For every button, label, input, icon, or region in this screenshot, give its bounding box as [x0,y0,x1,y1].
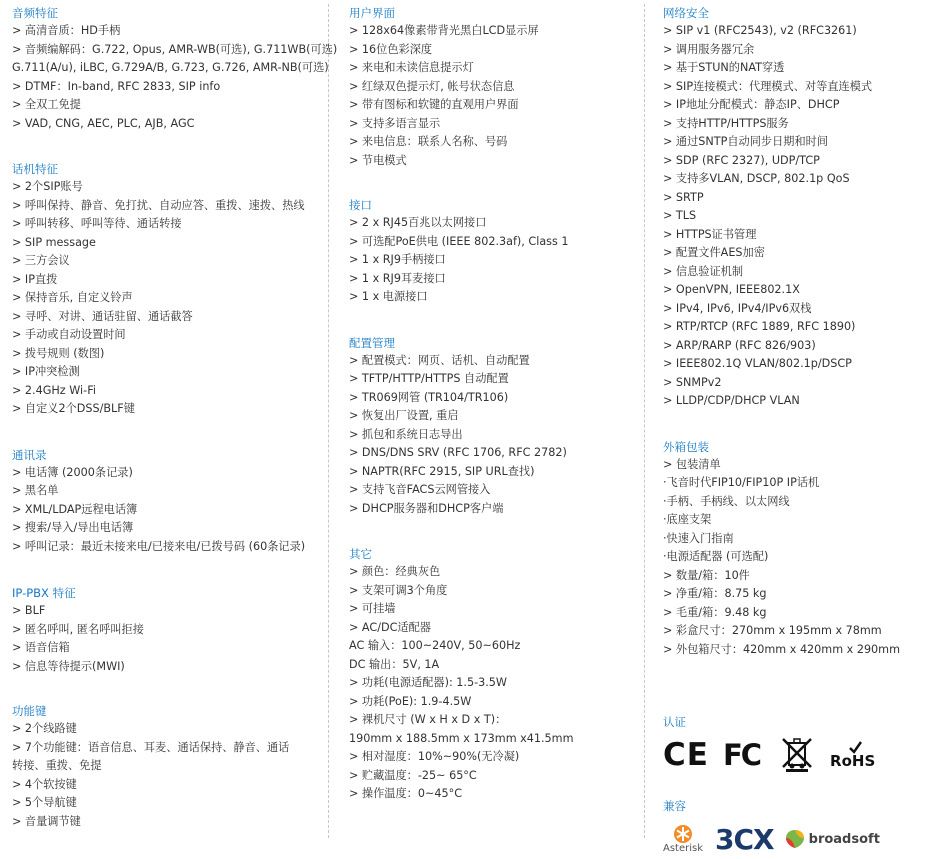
section-title: 外箱包装 [663,439,709,454]
spec-line: > TFTP/HTTP/HTTPS 自动配置 [349,372,509,385]
spec-line: > 支持多VLAN, DSCP, 802.1p QoS [663,172,850,185]
spec-column-2 [349,4,629,804]
broadsoft-logo: broadsoft [784,828,880,850]
spec-line: > XML/LDAP远程电话簿 [12,502,138,516]
spec-line: > AC/DC适配器 [349,620,431,634]
spec-line: > 手动或自动设置时间 [12,328,126,341]
cert-title: 认证 [663,715,686,729]
spec-line: > 配置文件AES加密 [663,246,765,259]
spec-line: > 贮藏温度：-25~ 65°C [349,768,477,782]
spec-line: > 可选配PoE供电 (IEEE 802.3af), Class 1 [349,234,569,248]
spec-line: > OpenVPN, IEEE802.1X [663,283,800,296]
3cx-logo: 3CX [715,822,774,856]
spec-line: > 匿名呼叫, 匿名呼叫拒接 [12,622,144,636]
section-title: 功能键 [12,704,47,718]
spec-line: > NAPTR(RFC 2915, SIP URL查找) [349,464,535,478]
spec-line: > 包装清单 [663,457,721,471]
spec-line: > IEEE802.1Q VLAN/802.1p/DSCP [663,357,852,370]
spec-line: > DHCP服务器和DHCP客户端 [349,501,504,515]
broadsoft-icon [784,828,806,850]
spec-line: > SIP v1 (RFC2543), v2 (RFC3261) [663,24,857,37]
spec-line: > 恢复出厂设置, 重启 [349,409,459,422]
spec-line: > IP直拨 [12,272,58,286]
spec-line: > TR069网管 (TR104/TR106) [349,390,509,404]
spec-line: > 颜色：经典灰色 [349,565,441,578]
spec-line: > BLF [12,604,46,617]
spec-line: > 2.4GHz Wi-Fi [12,383,96,397]
spec-line: > 音频编解码：G.722, Opus, AMR-WB(可选), G.711WB(可选) [12,42,338,56]
spec-line: > IPv4, IPv6, IPv4/IPv6双栈 [663,301,812,315]
spec-line: > 自定义2个DSS/BLF键 [12,402,135,415]
spec-line: > VAD, CNG, AEC, PLC, AJB, AGC [12,116,195,130]
spec-line: > 全双工免提 [12,98,81,111]
spec-line: > 16位色彩深度 [349,42,433,56]
spec-line: ·快速入门指南 [663,531,734,545]
spec-line: > HTTPS证书管理 [663,227,757,241]
spec-line: > 2 x RJ45百兆以太网接口 [349,216,487,229]
spec-line: > 调用服务器冗余 [663,42,755,56]
spec-line: AC 输入：100~240V, 50~60Hz [349,639,521,652]
spec-line: > 1 x RJ9手柄接口 [349,253,446,266]
spec-line: > 2个线路键 [12,722,77,735]
spec-line: > 5个导航键 [12,796,77,809]
spec-line: > 操作温度：0~45°C [349,787,463,800]
section-title: 配置管理 [349,335,395,350]
section-title: IP-PBX 特征 [12,586,76,600]
spec-line: > SIP message [12,235,96,249]
spec-line: > 功耗(PoE): 1.9-4.5W [349,694,472,708]
spec-line: > 三方会议 [12,254,70,267]
spec-line: G.711(A/u), iLBC, G.729A/B, G.723, G.726, AMR-NB(可选) [12,61,329,74]
spec-line: > LLDP/CDP/DHCP VLAN [663,394,800,407]
section-title: 音频特征 [12,6,58,20]
spec-line: > 搜索/导入/导出电话簿 [12,521,134,534]
spec-line: > 支持HTTP/HTTPS服务 [663,116,789,130]
spec-column-1 [12,4,338,831]
spec-line: > 高清音质：HD手柄 [12,24,121,37]
fcc-logo: FC [722,738,761,772]
spec-line: > 配置模式：网页、话机、自动配置 [349,353,530,367]
spec-line: > SIP连接模式：代理模式、对等直连模式 [663,79,873,93]
spec-line: > ARP/RARP (RFC 826/903) [663,338,816,352]
spec-line: > 呼叫记录：最近未接来电/已接来电/已拨号码 (60条记录) [12,539,306,553]
spec-line: > 黑名单 [12,484,59,497]
spec-line: > 信息等待提示(MWI) [12,659,125,673]
section-title: 话机特征 [12,162,58,176]
ce-logo: CE [663,737,709,773]
spec-line: > 彩盒尺寸：270mm x 195mm x 78mm [663,624,882,637]
spec-line: > 相对湿度：10%~90%(无冷凝) [349,750,520,763]
spec-line: > RTP/RTCP (RFC 1889, RFC 1890) [663,320,856,333]
spec-line: > SDP (RFC 2327), UDP/TCP [663,153,820,167]
spec-line: > 1 x RJ9耳麦接口 [349,271,446,285]
cert-logos [663,735,923,775]
spec-line: ·底座支架 [663,513,712,526]
spec-line: > 电话簿 (2000条记录) [12,465,133,479]
spec-line: > 语音信箱 [12,641,70,654]
spec-line: > 毛重/箱：9.48 kg [663,605,767,619]
spec-line: DC 输出：5V, 1A [349,657,440,671]
section-title: 接口 [349,198,372,212]
spec-line: ·飞音时代FIP10/FIP10P IP话机 [663,476,820,489]
spec-line: > 可挂墙 [349,602,396,615]
spec-line: > 来电和未读信息提示灯 [349,61,474,74]
spec-line: > 128x64像素带背光黑白LCD显示屏 [349,24,539,37]
spec-line: > 信息验证机制 [663,264,744,278]
column-divider-1 [328,4,329,838]
asterisk-logo: Asterisk [663,824,703,854]
spec-line: > 外包箱尺寸：420mm x 420mm x 290mm [663,642,900,656]
spec-line: > 支持多语言显示 [349,116,441,130]
spec-line: 转接、重拨、免提 [12,759,102,772]
spec-line: 190mm x 188.5mm x 173mm x41.5mm [349,731,574,745]
spec-line: ·手柄、手柄线、以太网线 [663,494,790,508]
spec-line: > 节电模式 [349,153,407,167]
spec-line: > 1 x 电源接口 [349,290,428,303]
section-title: 用户界面 [349,6,395,20]
spec-line: > IP地址分配模式：静态IP、DHCP [663,98,840,111]
spec-line: > 红绿双色提示灯, 帐号状态信息 [349,79,515,93]
spec-line: > 净重/箱：8.75 kg [663,587,767,600]
section-title: 通讯录 [12,447,47,462]
spec-line: > 保持音乐, 自定义铃声 [12,291,133,304]
spec-column-3 [663,4,923,859]
spec-line: > 裸机尺寸 (W x H x D x T)： [349,713,507,726]
compat-logos [663,819,923,859]
spec-line: > DTMF：In-band, RFC 2833, SIP info [12,79,221,93]
spec-line: > 来电信息：联系人名称、号码 [349,135,508,148]
spec-line: > 2个SIP账号 [12,180,83,193]
asterisk-icon [673,824,693,844]
spec-line: > TLS [663,209,697,222]
spec-line: > 功耗(电源适配器): 1.5-3.5W [349,676,507,689]
compat-title: 兼容 [663,799,686,813]
spec-line: > 数量/箱：10件 [663,568,750,582]
spec-line: > DNS/DNS SRV (RFC 1706, RFC 2782) [349,446,567,459]
column-divider-2 [644,4,645,838]
spec-line: > SNMPv2 [663,375,722,389]
spec-line: > 寻呼、对讲、通话驻留、通话截答 [12,309,193,323]
spec-line: > 拨号规则 (数图) [12,346,105,360]
spec-line: > 音量调节键 [12,814,81,828]
section-title: 网络安全 [663,6,709,20]
spec-line: > 支架可调3个角度 [349,583,448,597]
section-title: 其它 [349,547,372,561]
spec-line: > 7个功能键：语音信息、耳麦、通话保持、静音、通话 [12,740,290,754]
spec-line: > 4个软按键 [12,777,77,791]
spec-line: > 基于STUN的NAT穿透 [663,61,785,74]
spec-line: > IP冲突检测 [12,365,80,378]
weee-bin-icon [778,734,816,776]
rohs-logo: RoHS [830,752,875,770]
spec-line: > 支持飞音FACS云网管接入 [349,483,491,496]
spec-line: > 呼叫保持、静音、免打扰、自动应答、重拨、速拨、热线 [12,198,305,212]
spec-line: ·电源适配器 (可选配) [663,550,769,563]
spec-line: > 抓包和系统日志导出 [349,427,463,441]
spec-line: > 带有图标和软键的直观用户界面 [349,98,519,111]
spec-line: > 呼叫转移、呼叫等待、通话转接 [12,217,182,230]
spec-line: > 通过SNTP自动同步日期和时间 [663,135,829,148]
spec-line: > SRTP [663,190,704,204]
